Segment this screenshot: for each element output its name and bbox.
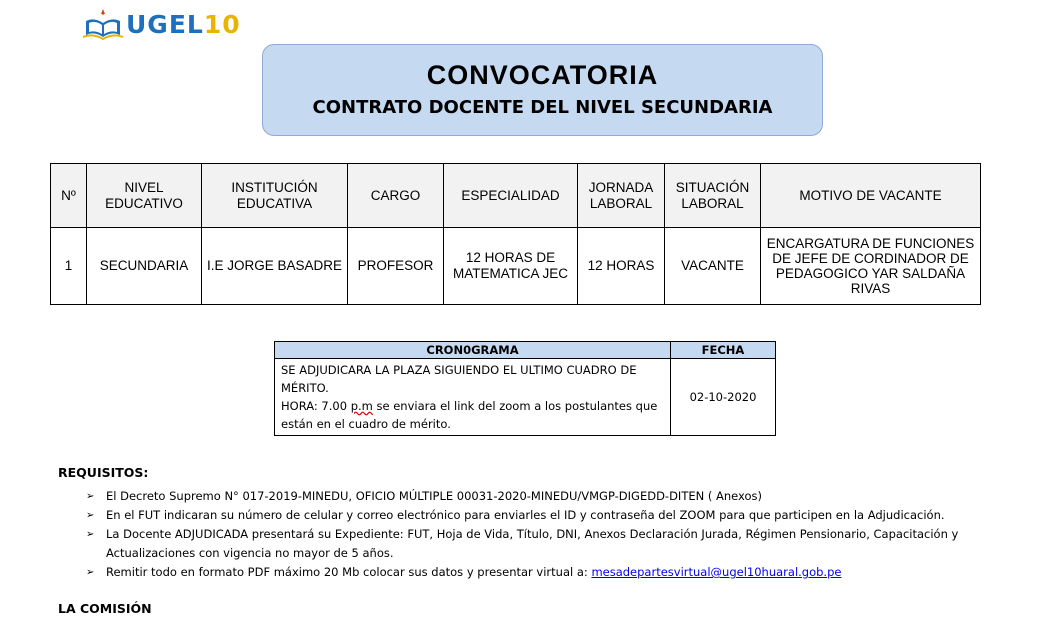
arrow-bullet-icon: ➢ xyxy=(86,491,95,502)
schedule-line-1: SE ADJUDICARA LA PLAZA SIGUIENDO EL ULTIMO CUADRO DE MÉRITO. xyxy=(281,363,637,395)
schedule-table xyxy=(274,341,776,436)
open-book-icon xyxy=(82,7,124,41)
requirements-title: REQUISITOS: xyxy=(58,465,149,480)
header-cell: INSTITUCIÓN EDUCATIVA xyxy=(202,164,348,228)
arrow-bullet-icon: ➢ xyxy=(86,567,95,578)
header-cell: ESPECIALIDAD xyxy=(444,164,578,228)
table-cell: I.E JORGE BASADRE xyxy=(202,228,348,305)
table-cell: 12 HORAS xyxy=(578,228,665,305)
signature: LA COMISIÓN xyxy=(58,601,152,616)
table-cell: 12 HORAS DE MATEMATICA JEC xyxy=(444,228,578,305)
page-title: CONVOCATORIA xyxy=(426,60,659,90)
schedule-header-row xyxy=(275,342,776,359)
schedule-line-2: HORA: 7.00 p.m se enviara el link del zoom a los postulantes que están en el cuadro de mérito. xyxy=(281,399,658,431)
table-cell: VACANTE xyxy=(665,228,761,305)
logo-text: UGEL10 xyxy=(126,9,241,39)
header-cell: SITUACIÓN LABORAL xyxy=(665,164,761,228)
ugel10-logo xyxy=(82,6,241,42)
table-cell: SECUNDARIA xyxy=(87,228,202,305)
header-cell: CARGO xyxy=(348,164,444,228)
page-subtitle: CONTRATO DOCENTE DEL NIVEL SECUNDARIA xyxy=(312,97,773,118)
requirements-list xyxy=(86,487,996,582)
arrow-bullet-icon: ➢ xyxy=(86,510,95,521)
schedule-row xyxy=(275,359,776,436)
email-link[interactable]: mesadepartesvirtual@ugel10huaral.gob.pe xyxy=(591,565,842,579)
schedule-description xyxy=(275,359,671,436)
list-item: ➢ Remitir todo en formato PDF máximo 20 Mb colocar sus datos y presentar virtual a: mesadepartesvirtual@ugel10huaral.gob.pe xyxy=(86,563,996,582)
arrow-bullet-icon: ➢ xyxy=(86,529,95,540)
table-row xyxy=(51,228,981,305)
list-item: ➢ En el FUT indicaran su número de celular y correo electrónico para enviarles el ID y contraseña del ZOOM para que participen en la Adjudicación. xyxy=(86,506,996,525)
list-item: ➢ La Docente ADJUDICADA presentará su Expediente: FUT, Hoja de Vida, Título, DNI, Anexos Declaración Jurada, Régimen Pensionario, Capacitación y Actualizaciones con vigencia no mayor de 5 años. xyxy=(86,527,959,560)
list-item: ➢ El Decreto Supremo N° 017-2019-MINEDU, OFICIO MÚLTIPLE 00031-2020-MINEDU/VMGP-DIGEDD-DITEN ( Anexos) xyxy=(86,487,996,506)
table-cell: ENCARGATURA DE FUNCIONES DE JEFE DE CORDINADOR DE PEDAGOGICO YAR SALDAÑA RIVAS xyxy=(761,228,981,305)
title-banner xyxy=(262,44,823,136)
vacancy-table xyxy=(50,163,981,305)
header-cell: JORNADA LABORAL xyxy=(578,164,665,228)
schedule-date: 02-10-2020 xyxy=(671,359,776,436)
header-cell: MOTIVO DE VACANTE xyxy=(761,164,981,228)
table-cell: PROFESOR xyxy=(348,228,444,305)
table-header-row xyxy=(51,164,981,228)
header-cell: Nº xyxy=(51,164,87,228)
schedule-header: CRON0GRAMA xyxy=(275,342,671,359)
date-header: FECHA xyxy=(671,342,776,359)
header-cell: NIVEL EDUCATIVO xyxy=(87,164,202,228)
table-cell: 1 xyxy=(51,228,87,305)
